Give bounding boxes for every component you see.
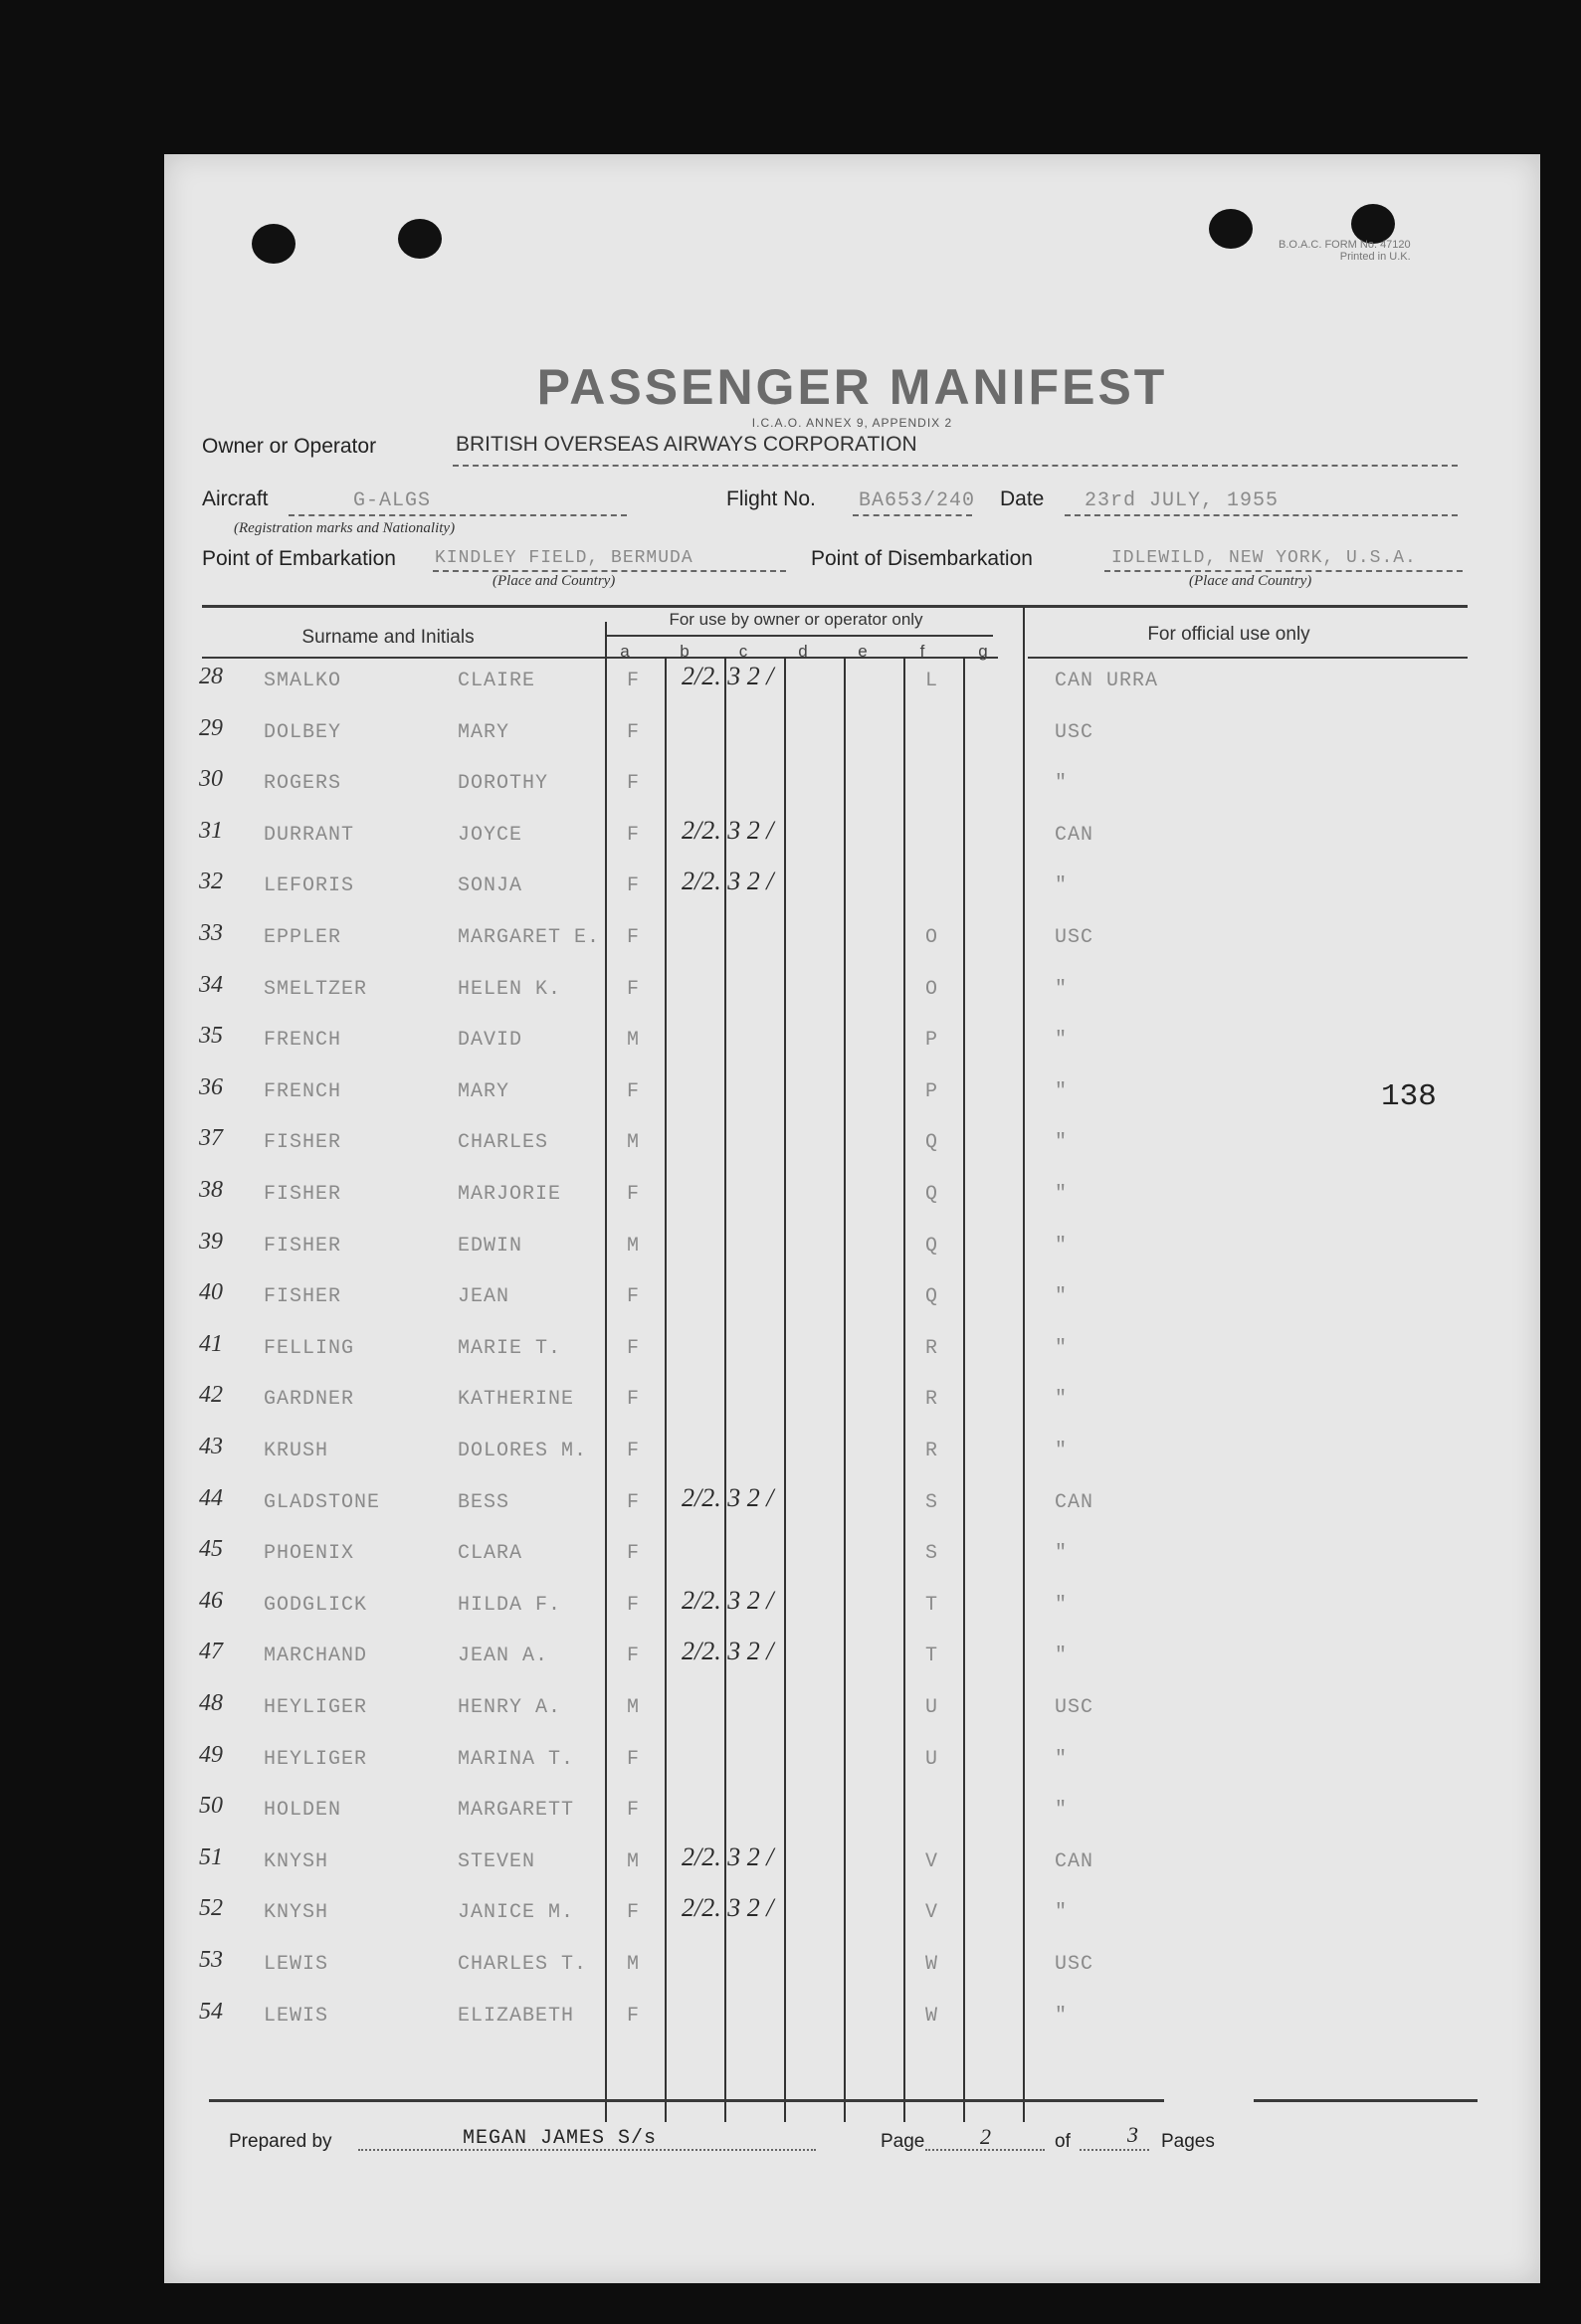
official-use-entry: " (1055, 977, 1069, 1001)
row-number: 51 (199, 1843, 223, 1870)
passenger-sex: F (627, 1593, 641, 1617)
operator-label: Owner or Operator (202, 435, 377, 458)
passenger-given-names: DOLORES M. (458, 1440, 588, 1462)
row-number: 33 (199, 920, 223, 946)
handwritten-note: 2/2. 3 2 / (682, 1482, 774, 1512)
col-f-code: O (925, 926, 939, 949)
col-d-header: d (798, 642, 808, 661)
passenger-surname: GARDNER (264, 1388, 355, 1412)
col-f-code: W (925, 1953, 939, 1976)
page-underline (925, 2149, 1045, 2151)
official-use-entry: USC (1055, 720, 1094, 744)
passenger-sex: F (627, 1901, 641, 1925)
row-number: 30 (199, 766, 223, 793)
page-title: PASSENGER MANIFEST (536, 359, 1168, 415)
row-number: 48 (199, 1690, 223, 1716)
passenger-given-names: CLARA (458, 1542, 523, 1566)
passenger-given-names: MARINA T. (458, 1747, 575, 1771)
passenger-surname: SMALKO (264, 670, 342, 692)
official-use-entry: CAN (1055, 1490, 1094, 1514)
passenger-sex: F (627, 1542, 641, 1566)
col-f-code: P (925, 1029, 939, 1053)
official-use-entry: USC (1055, 1696, 1094, 1719)
passenger-sex: F (627, 874, 641, 898)
date-label: Date (1000, 487, 1045, 510)
embarkation-value: KINDLEY FIELD, BERMUDA (435, 548, 693, 568)
printed-in: Printed in U.K. (1339, 251, 1411, 263)
row-number: 37 (199, 1125, 223, 1152)
punch-hole (1209, 209, 1253, 249)
prepared-by-underline (358, 2149, 816, 2151)
col-c-header: c (738, 642, 748, 661)
passenger-sex: M (627, 1029, 641, 1053)
passenger-sex: F (627, 1285, 641, 1309)
col-f-code: P (925, 1079, 939, 1103)
col-f-code: R (925, 1440, 939, 1462)
manifest-sheet (164, 154, 1540, 2283)
official-use-entry: USC (1055, 1953, 1094, 1976)
passenger-given-names: KATHERINE (458, 1388, 575, 1412)
flight-underline (853, 514, 972, 516)
passenger-given-names: STEVEN (458, 1849, 536, 1873)
passenger-sex: F (627, 772, 641, 796)
col-f-code: L (925, 670, 939, 692)
passenger-surname: HOLDEN (264, 1799, 342, 1823)
official-use-entry: " (1055, 1183, 1069, 1206)
col-f-code: V (925, 1849, 939, 1873)
pages-label: Pages (1161, 2131, 1215, 2152)
official-use-entry: " (1055, 1029, 1069, 1053)
col-f-code: V (925, 1901, 939, 1925)
passenger-surname: FELLING (264, 1336, 355, 1360)
footer-rule-right (1254, 2099, 1478, 2102)
passenger-sex: F (627, 1336, 641, 1360)
punch-hole (398, 219, 442, 259)
row-number: 42 (199, 1382, 223, 1409)
passenger-sex: F (627, 1747, 641, 1771)
row-number: 40 (199, 1279, 223, 1306)
handwritten-note: 2/2. 3 2 / (682, 1637, 774, 1666)
passenger-surname: FISHER (264, 1285, 342, 1309)
passenger-given-names: CHARLES T. (458, 1953, 588, 1976)
col-f-code: Q (925, 1131, 939, 1155)
passenger-surname: MARCHAND (264, 1645, 368, 1668)
passenger-surname: FRENCH (264, 1029, 342, 1053)
handwritten-note: 2/2. 3 2 / (682, 1893, 774, 1923)
of-label: of (1055, 2131, 1071, 2152)
row-number: 32 (199, 869, 223, 895)
col-divider (605, 622, 607, 2122)
passenger-given-names: JEAN (458, 1285, 510, 1309)
official-use-entry: " (1055, 1593, 1069, 1617)
col-f-header: f (919, 642, 925, 661)
official-use-entry: " (1055, 772, 1069, 796)
official-use-entry: USC (1055, 926, 1094, 949)
passenger-sex: M (627, 1849, 641, 1873)
passenger-sex: F (627, 1388, 641, 1412)
passenger-sex: F (627, 1440, 641, 1462)
passenger-sex: F (627, 926, 641, 949)
official-use-entry: " (1055, 1388, 1069, 1412)
passenger-given-names: SONJA (458, 874, 523, 898)
passenger-surname: GODGLICK (264, 1593, 368, 1617)
punch-hole (252, 224, 296, 264)
passenger-given-names: HILDA F. (458, 1593, 562, 1617)
passenger-surname: FISHER (264, 1234, 342, 1258)
passenger-sex: F (627, 2004, 641, 2028)
col-f-code: T (925, 1593, 939, 1617)
col-f-code: S (925, 1542, 939, 1566)
row-number: 36 (199, 1073, 223, 1100)
official-use-entry: " (1055, 1901, 1069, 1925)
disembarkation-label: Point of Disembarkation (811, 547, 1033, 570)
row-number: 41 (199, 1330, 223, 1357)
passenger-surname: DOLBEY (264, 720, 342, 744)
col-b-header: b (680, 642, 690, 661)
official-use-entry: " (1055, 874, 1069, 898)
page-number-stamp: 138 (1381, 1079, 1437, 1114)
row-number: 53 (199, 1947, 223, 1973)
passenger-surname: KNYSH (264, 1901, 329, 1925)
passenger-given-names: HELEN K. (458, 977, 562, 1001)
page-label: Page (881, 2131, 925, 2152)
row-number: 35 (199, 1023, 223, 1050)
form-stamp (1279, 239, 1411, 263)
passenger-sex: M (627, 1953, 641, 1976)
passenger-surname: FISHER (264, 1131, 342, 1155)
owner-subheader-rule (605, 635, 993, 637)
official-use-entry: " (1055, 1645, 1069, 1668)
passenger-sex: F (627, 1079, 641, 1103)
official-use-header: For official use only (1147, 624, 1310, 645)
passenger-sex: M (627, 1696, 641, 1719)
passenger-sex: M (627, 1131, 641, 1155)
aircraft-label: Aircraft (202, 487, 269, 510)
col-f-code: Q (925, 1234, 939, 1258)
flight-label: Flight No. (726, 487, 816, 510)
passenger-sex: F (627, 1799, 641, 1823)
row-number: 49 (199, 1741, 223, 1768)
passenger-surname: ROGERS (264, 772, 342, 796)
passenger-surname: KRUSH (264, 1440, 329, 1462)
surname-header: Surname and Initials (301, 627, 475, 648)
passenger-surname: HEYLIGER (264, 1747, 368, 1771)
official-use-entry: " (1055, 2004, 1069, 2028)
col-f-code: R (925, 1388, 939, 1412)
passenger-sex: F (627, 1490, 641, 1514)
col-divider (784, 657, 786, 2122)
col-f-code: R (925, 1336, 939, 1360)
prepared-by-label: Prepared by (229, 2131, 332, 2152)
owner-use-header: For use by owner or operator only (669, 610, 923, 629)
aircraft-note: (Registration marks and Nationality) (234, 520, 456, 536)
official-use-entry: " (1055, 1747, 1069, 1771)
official-use-entry: CAN (1055, 823, 1094, 847)
row-number: 34 (199, 971, 223, 998)
passenger-given-names: MARY (458, 1079, 510, 1103)
passenger-given-names: MARY (458, 720, 510, 744)
col-divider (665, 657, 667, 2122)
footer-rule-left (209, 2099, 1164, 2102)
row-number: 45 (199, 1536, 223, 1563)
col-f-code: Q (925, 1285, 939, 1309)
handwritten-note: 2/2. 3 2 / (682, 1585, 774, 1615)
col-divider (1023, 607, 1025, 2122)
passenger-surname: HEYLIGER (264, 1696, 368, 1719)
passenger-sex: F (627, 720, 641, 744)
passenger-given-names: HENRY A. (458, 1696, 562, 1719)
date-underline (1065, 514, 1458, 516)
passenger-sex: F (627, 977, 641, 1001)
passenger-surname: EPPLER (264, 926, 342, 949)
row-number: 28 (199, 664, 223, 689)
operator-value: BRITISH OVERSEAS AIRWAYS CORPORATION (456, 433, 917, 456)
official-use-entry: " (1055, 1336, 1069, 1360)
passenger-sex: F (627, 823, 641, 847)
col-f-code: W (925, 2004, 939, 2028)
passenger-surname: LEWIS (264, 2004, 329, 2028)
passenger-given-names: CLAIRE (458, 670, 536, 692)
official-use-entry: " (1055, 1799, 1069, 1823)
handwritten-note: 2/2. 3 2 / (682, 662, 774, 690)
passenger-given-names: EDWIN (458, 1234, 523, 1258)
handwritten-note: 2/2. 3 2 / (682, 867, 774, 896)
col-e-header: e (858, 642, 868, 661)
col-divider (963, 657, 965, 2122)
aircraft-underline (289, 514, 627, 516)
col-divider (903, 657, 905, 2122)
operator-underline (453, 465, 1458, 467)
embarkation-note: (Place and Country) (493, 573, 616, 589)
passenger-surname: GLADSTONE (264, 1490, 381, 1514)
col-f-code: U (925, 1747, 939, 1771)
passenger-given-names: DAVID (458, 1029, 523, 1053)
passenger-surname: KNYSH (264, 1849, 329, 1873)
col-divider (844, 657, 846, 2122)
passenger-surname: SMELTZER (264, 977, 368, 1001)
of-value: 3 (1127, 2122, 1138, 2147)
row-number: 43 (199, 1434, 223, 1459)
handwritten-note: 2/2. 3 2 / (682, 815, 774, 845)
disembarkation-note: (Place and Country) (1189, 573, 1312, 589)
row-number: 38 (199, 1177, 223, 1203)
passenger-given-names: MARGARET E. (458, 926, 601, 949)
passenger-surname: DURRANT (264, 823, 355, 847)
page-subtitle: I.C.A.O. ANNEX 9, APPENDIX 2 (751, 416, 953, 430)
official-use-entry: CAN URRA (1055, 670, 1159, 692)
row-number: 52 (199, 1895, 223, 1922)
passenger-given-names: ELIZABETH (458, 2004, 575, 2028)
official-use-entry: " (1055, 1234, 1069, 1258)
row-number: 29 (199, 714, 223, 741)
passenger-given-names: JANICE M. (458, 1901, 575, 1925)
passenger-given-names: MARJORIE (458, 1183, 562, 1206)
row-number: 31 (199, 817, 223, 844)
passenger-given-names: CHARLES (458, 1131, 549, 1155)
passenger-sex: F (627, 670, 641, 692)
col-f-code: U (925, 1696, 939, 1719)
passenger-given-names: DOROTHY (458, 772, 549, 796)
of-underline (1080, 2149, 1149, 2151)
punch-hole (1351, 204, 1395, 244)
passenger-sex: M (627, 1234, 641, 1258)
row-number: 44 (199, 1484, 223, 1511)
date-value: 23rd JULY, 1955 (1085, 489, 1280, 512)
official-use-entry: " (1055, 1542, 1069, 1566)
disembarkation-underline (1104, 570, 1463, 572)
page-value: 2 (980, 2124, 991, 2149)
passenger-surname: FRENCH (264, 1079, 342, 1103)
col-f-code: Q (925, 1183, 939, 1206)
official-use-entry: " (1055, 1440, 1069, 1462)
passenger-surname: LEFORIS (264, 874, 355, 898)
form-number: B.O.A.C. FORM No. 47120 (1279, 239, 1411, 251)
col-f-code: T (925, 1645, 939, 1668)
official-use-entry: CAN (1055, 1849, 1094, 1873)
passenger-surname: LEWIS (264, 1953, 329, 1976)
aircraft-value: G-ALGS (353, 489, 432, 512)
passenger-surname: FISHER (264, 1183, 342, 1206)
official-use-entry: " (1055, 1285, 1069, 1309)
col-f-code: S (925, 1490, 939, 1514)
embarkation-label: Point of Embarkation (202, 547, 396, 570)
passenger-given-names: MARIE T. (458, 1336, 562, 1360)
disembarkation-value: IDLEWILD, NEW YORK, U.S.A. (1111, 548, 1417, 568)
official-header-rule (1028, 657, 1468, 659)
col-g-header: g (978, 642, 988, 661)
row-number: 46 (199, 1587, 223, 1614)
row-number: 47 (199, 1639, 223, 1665)
passenger-given-names: JOYCE (458, 823, 523, 847)
col-a-header: a (620, 642, 630, 661)
passenger-sex: F (627, 1645, 641, 1668)
passenger-surname: PHOENIX (264, 1542, 355, 1566)
row-number: 54 (199, 1998, 223, 2025)
prepared-by-value: MEGAN JAMES S/s (463, 2127, 658, 2150)
passenger-given-names: MARGARETT (458, 1799, 575, 1823)
passenger-given-names: BESS (458, 1490, 510, 1514)
handwritten-note: 2/2. 3 2 / (682, 1841, 774, 1871)
passenger-sex: F (627, 1183, 641, 1206)
table-top-rule (202, 605, 1468, 608)
row-number: 39 (199, 1228, 223, 1255)
embarkation-underline (433, 570, 786, 572)
official-use-entry: " (1055, 1131, 1069, 1155)
passenger-given-names: JEAN A. (458, 1645, 549, 1668)
flight-value: BA653/240 (859, 489, 976, 512)
row-number: 50 (199, 1793, 223, 1820)
col-f-code: O (925, 977, 939, 1001)
official-use-entry: " (1055, 1079, 1069, 1103)
